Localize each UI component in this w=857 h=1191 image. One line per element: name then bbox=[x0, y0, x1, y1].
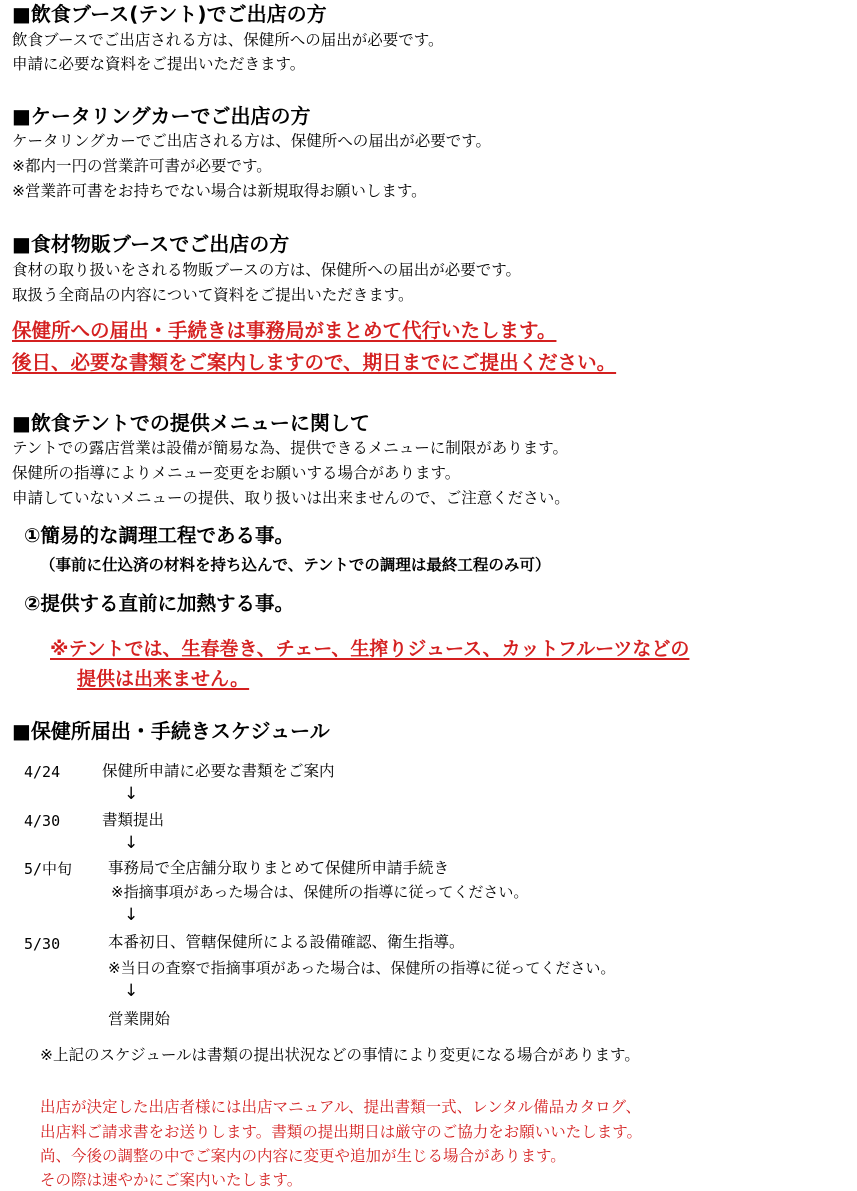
menu-warning-line-1: ※テントでは、生春巻き、チェー、生搾りジュース、カットフルーツなどの bbox=[50, 638, 690, 660]
schedule-arrow-1: ↓ bbox=[124, 784, 139, 804]
schedule-final: 営業開始 bbox=[108, 1010, 171, 1028]
menu-warning-line-2: 提供は出来ません。 bbox=[77, 668, 250, 690]
food-sales-line-1: 食材の取り扱いをされる物販ブースの方は、保健所への届出が必要です。 bbox=[12, 261, 522, 279]
office-notice-line-2: 後日、必要な書類をご案内しますので、期日までにご提出ください。 bbox=[12, 351, 617, 374]
office-notice-line-1: 保健所への届出・手続きは事務局がまとめて代行いたします。 bbox=[12, 319, 557, 342]
menu-heading: ■飲食テントでの提供メニューに関して bbox=[12, 411, 370, 435]
menu-rule-1: ①簡易的な調理工程である事。 bbox=[24, 524, 295, 547]
schedule-text-4: 本番初日、管轄保健所による設備確認、衛生指導。 bbox=[108, 933, 465, 951]
schedule-text-1: 保健所申請に必要な書類をご案内 bbox=[102, 762, 335, 780]
schedule-date-4: 5/30 bbox=[24, 935, 61, 953]
catering-line-3: ※営業許可書をお持ちでない場合は新規取得お願いします。 bbox=[12, 182, 427, 200]
schedule-date-2: 4/30 bbox=[24, 812, 61, 830]
tent-line-1: 飲食ブースでご出店される方は、保健所への届出が必要です。 bbox=[12, 31, 444, 49]
menu-line-2: 保健所の指導によりメニュー変更をお願いする場合があります。 bbox=[12, 464, 461, 482]
catering-line-1: ケータリングカーでご出店される方は、保健所への届出が必要です。 bbox=[12, 132, 491, 150]
schedule-arrow-3: ↓ bbox=[124, 905, 139, 925]
schedule-text-3: 事務局で全店舗分取りまとめて保健所申請手続き bbox=[108, 859, 450, 877]
closing-line-1: 出店が決定した出店者様には出店マニュアル、提出書類一式、レンタル備品カタログ、 bbox=[40, 1098, 642, 1116]
food-sales-line-2: 取扱う全商品の内容について資料をご提出いただきます。 bbox=[12, 286, 414, 304]
menu-rule-2: ②提供する直前に加熱する事。 bbox=[24, 592, 295, 615]
schedule-heading: ■保健所届出・手続きスケジュール bbox=[12, 719, 330, 743]
schedule-text-2: 書類提出 bbox=[102, 811, 165, 829]
menu-line-1: テントでの露店営業は設備が簡易な為、提供できるメニューに制限があります。 bbox=[12, 439, 568, 457]
food-sales-heading: ■食材物販ブースでご出店の方 bbox=[12, 232, 290, 256]
closing-line-4: その際は速やかにご案内いたします。 bbox=[40, 1171, 303, 1189]
schedule-date-1: 4/24 bbox=[24, 763, 61, 781]
schedule-disclaimer: ※上記のスケジュールは書類の提出状況などの事情により変更になる場合があります。 bbox=[40, 1046, 640, 1064]
catering-heading: ■ケータリングカーでご出店の方 bbox=[12, 104, 311, 128]
closing-line-3: 尚、今後の調整の中でご案内の内容に変更や追加が生じる場合があります。 bbox=[40, 1147, 566, 1165]
schedule-arrow-4: ↓ bbox=[124, 981, 139, 1001]
menu-rule-1-note: （事前に仕込済の材料を持ち込んで、テントでの調理は最終工程のみ可） bbox=[40, 556, 551, 574]
menu-line-3: 申請していないメニューの提供、取り扱いは出来ませんので、ご注意ください。 bbox=[12, 489, 570, 507]
catering-line-2: ※都内一円の営業許可書が必要です。 bbox=[12, 157, 272, 175]
tent-heading: ■飲食ブース(テント)でご出店の方 bbox=[12, 2, 327, 26]
schedule-date-3: 5/中旬 bbox=[24, 860, 73, 878]
tent-line-2: 申請に必要な資料をご提出いただきます。 bbox=[12, 55, 306, 73]
schedule-note-3: ※指摘事項があった場合は、保健所の指導に従ってください。 bbox=[111, 883, 529, 901]
closing-line-2: 出店料ご請求書をお送りします。書類の提出期日は厳守のご協力をお願いいたします。 bbox=[40, 1123, 643, 1141]
schedule-note-4: ※当日の査察で指摘事項があった場合は、保健所の指導に従ってください。 bbox=[108, 959, 616, 977]
schedule-arrow-2: ↓ bbox=[124, 833, 139, 853]
